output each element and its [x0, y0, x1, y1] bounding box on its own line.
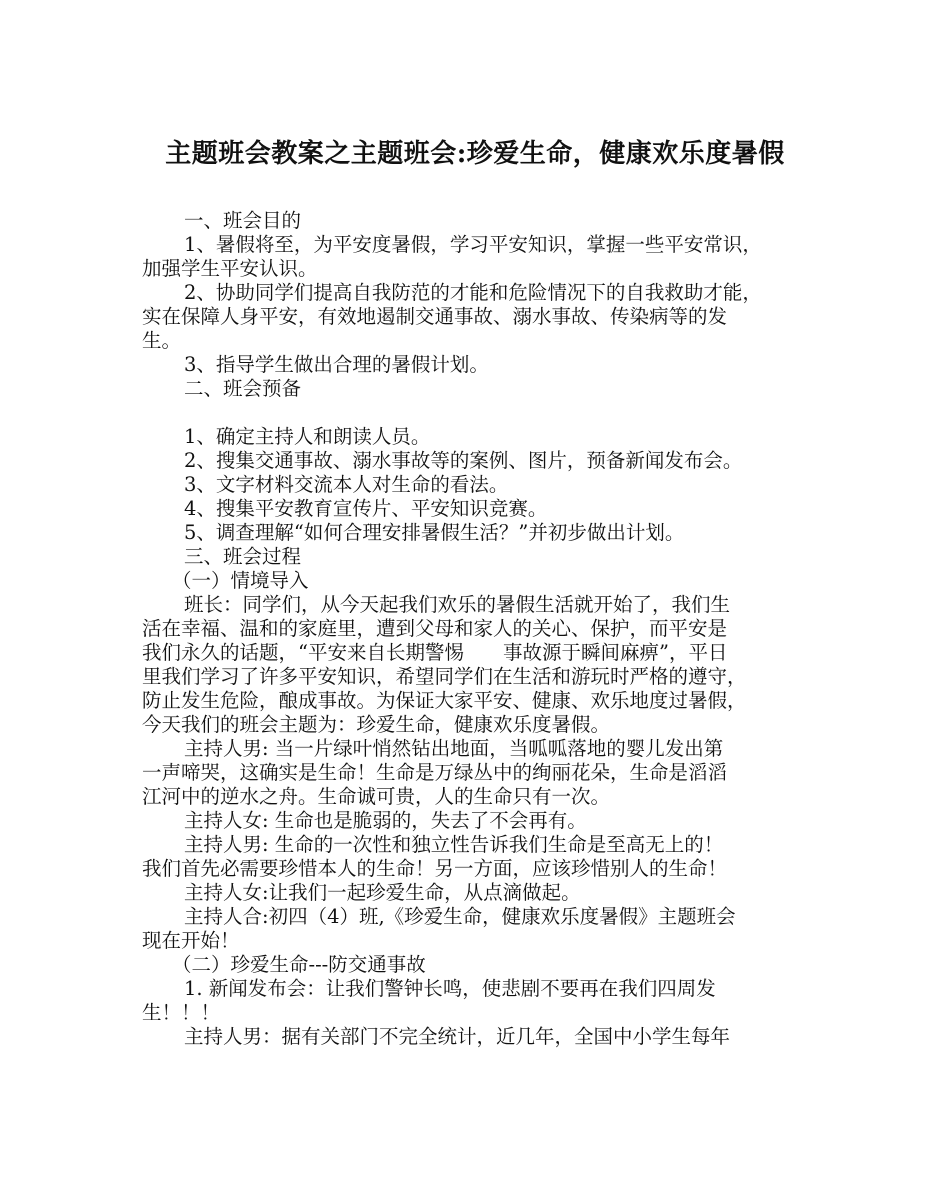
- paragraph-line: 一声啼哭，这确实是生命！生命是万绿丛中的绚丽花朵，生命是滔滔: [142, 761, 728, 784]
- paragraph-line: 4、搜集平安教育宣传片、平安知识竞赛。: [184, 497, 548, 520]
- section-heading-preparation: 二、班会预备: [184, 377, 302, 400]
- paragraph-line: 实在保障人身平安，有效地遏制交通事故、溺水事故、传染病等的发: [142, 305, 728, 328]
- subsection-heading: （二）珍爱生命---防交通事故: [172, 953, 426, 976]
- paragraph-line: 防止发生危险，酿成事故。为保证大家平安、健康、欢乐地度过暑假，: [142, 689, 747, 712]
- paragraph-line: 主持人男: 当一片绿叶悄然钻出地面，当呱呱落地的婴儿发出第: [184, 737, 724, 760]
- paragraph-line: 江河中的逆水之舟。生命诚可贵，人的生命只有一次。: [142, 785, 611, 808]
- section-heading-purpose: 一、班会目的: [184, 209, 302, 232]
- paragraph-line: 1、暑假将至，为平安度暑假，学习平安知识，掌握一些平安常识，: [184, 233, 762, 256]
- paragraph-line: 我们首先必需要珍惜本人的生命！另一方面，应该珍惜别人的生命！: [142, 857, 728, 880]
- paragraph-line: 我们永久的话题，“平安来自长期警惕 事故源于瞬间麻痹”，平日: [142, 641, 728, 664]
- paragraph-line: 3、指导学生做出合理的暑假计划。: [184, 353, 489, 376]
- paragraph-line: 班长：同学们，从今天起我们欢乐的暑假生活就开始了，我们生: [184, 593, 731, 616]
- section-heading-process: 三、班会过程: [184, 545, 302, 568]
- paragraph-line: 里我们学习了许多平安知识，希望同学们在生活和游玩时严格的遵守，: [142, 665, 747, 688]
- paragraph-line: 2、协助同学们提高自我防范的才能和危险情况下的自我救助才能，: [184, 281, 762, 304]
- paragraph-line: 1. 新闻发布会：让我们警钟长鸣，使悲剧不要再在我们四周发: [184, 977, 716, 1000]
- subsection-heading: （一）情境导入: [172, 569, 309, 592]
- blank-line: [142, 401, 814, 425]
- paragraph-line: 主持人合:初四（4）班,《珍爱生命，健康欢乐度暑假》主题班会: [184, 905, 736, 928]
- document-title: 主题班会教案之主题班会:珍爱生命，健康欢乐度暑假: [165, 139, 785, 169]
- paragraph-line: 主持人女:让我们一起珍爱生命，从点滴做起。: [184, 881, 581, 904]
- paragraph-line: 3、文字材料交流本人对生命的看法。: [184, 473, 509, 496]
- paragraph-line: 生。: [142, 329, 182, 352]
- paragraph-line: 活在幸福、温和的家庭里，遭到父母和家人的关心、保护，而平安是: [142, 617, 728, 640]
- paragraph-line: 2、搜集交通事故、溺水事故等的案例、图片，预备新闻发布会。: [184, 449, 743, 472]
- paragraph-line: 主持人女: 生命也是脆弱的，失去了不会再有。: [184, 809, 587, 832]
- paragraph-line: 5、调查理解“如何合理安排暑假生活？”并初步做出计划。: [184, 521, 685, 544]
- paragraph-line: 今天我们的班会主题为：珍爱生命，健康欢乐度暑假。: [142, 713, 611, 736]
- paragraph-line: 1、确定主持人和朗读人员。: [184, 425, 431, 448]
- paragraph-line: 现在开始！: [142, 929, 240, 952]
- paragraph-line: 主持人男：据有关部门不完全统计，近几年，全国中小学生每年: [184, 1025, 731, 1048]
- paragraph-line: 主持人男: 生命的一次性和独立性告诉我们生命是至高无上的！: [184, 833, 724, 856]
- paragraph-line: 生！！！: [142, 1001, 221, 1024]
- paragraph-line: 加强学生平安认识。: [142, 257, 318, 280]
- document-body: [142, 209, 814, 1049]
